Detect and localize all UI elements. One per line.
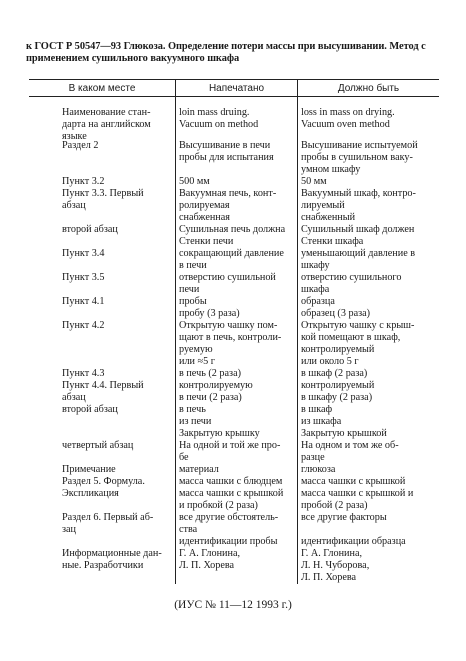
column-header-place: В каком месте: [68, 83, 136, 94]
table-cell-correct: в шкаф из шкафа Закрытую крышкой: [301, 404, 387, 439]
table-cell-correct: все другие факторы: [301, 512, 387, 523]
table-cell-place: Пункт 3.2: [62, 176, 105, 187]
table-cell-printed: материал: [179, 464, 219, 475]
table-cell-correct: loss in mass on drying. Vacuum oven method: [301, 107, 395, 130]
table-top-rule: [29, 79, 439, 80]
table-cell-printed: сокращающий давление в печи: [179, 248, 284, 271]
table-cell-correct: 50 мм: [301, 176, 327, 187]
table-cell-printed: Вакуумная печь, конт- ролируемая снабженная: [179, 188, 277, 223]
table-cell-correct: На одном и том же об- разце: [301, 440, 399, 463]
table-cell-place: Раздел 2: [62, 140, 99, 151]
table-cell-printed: пробы пробу (3 раза): [179, 296, 240, 319]
table-cell-printed: в печь (2 раза) контролируемую в печи (2 раза): [179, 368, 253, 403]
column-header-printed: Напечатано: [208, 83, 265, 94]
table-cell-correct: отверстию сушильного шкафа: [301, 272, 402, 295]
column-divider-1: [175, 79, 176, 584]
table-cell-printed: идентификации пробы Г. А. Глонина, Л. П. Хорева: [179, 536, 278, 571]
table-cell-correct: Высушивание испытуемой пробы в сушильном ваку- умном шкафу: [301, 140, 418, 175]
table-cell-place: второй абзац: [62, 224, 118, 235]
table-cell-correct: Сушильный шкаф должен Стенки шкафа: [301, 224, 415, 247]
issue-reference: (ИУС № 11—12 1993 г.): [174, 599, 292, 611]
table-cell-place: Наименование стан- дарта на английском языке: [62, 107, 151, 142]
table-cell-printed: loin mass druing. Vacuum on method: [179, 107, 259, 130]
column-divider-2: [297, 79, 298, 584]
table-cell-correct: глюкоза: [301, 464, 336, 475]
column-header-correct: Должно быть: [337, 83, 400, 94]
table-cell-correct: масса чашки с крышкой масса чашки с крышкой и пробой (2 раза): [301, 476, 414, 511]
table-cell-printed: масса чашки с блюдцем масса чашки с крышкой и пробкой (2 раза): [179, 476, 284, 511]
table-cell-place: Пункт 4.2: [62, 320, 105, 331]
table-cell-correct: Открытую чашку с крыш- кой помещают в шкаф, контролируемый или около 5 г: [301, 320, 415, 367]
table-cell-place: Пункт 3.5: [62, 272, 105, 283]
table-cell-place: Пункт 3.4: [62, 248, 105, 259]
table-cell-place: Раздел 6. Первый аб- зац: [62, 512, 154, 535]
table-cell-printed: 500 мм: [179, 176, 210, 187]
table-cell-correct: образца образец (3 раза): [301, 296, 371, 319]
table-cell-printed: все другие обстоятель- ства: [179, 512, 279, 535]
table-cell-printed: На одной и той же про- бе: [179, 440, 281, 463]
table-cell-printed: отверстию сушильной печи: [179, 272, 276, 295]
table-cell-printed: Высушивание в печи пробы для испытания: [179, 140, 274, 163]
table-cell-place: Пункт 4.1: [62, 296, 105, 307]
table-cell-place: Примечание: [62, 464, 116, 475]
document-title: к ГОСТ Р 50547—93 Глюкоза. Определение потери массы при высушивании. Метод с применением сушильного вакуумного шкафа: [26, 41, 426, 64]
table-header-rule: [29, 96, 439, 97]
table-cell-correct: Вакуумный шкаф, контро- лируемый снабженный: [301, 188, 416, 223]
table-cell-printed: Открытую чашку пом- щают в печь, контроли- руемую или ≈5 г: [179, 320, 282, 367]
table-cell-printed: в печь из печи Закрытую крышку: [179, 404, 260, 439]
table-cell-correct: в шкаф (2 раза) контролируемый в шкафу (2 раза): [301, 368, 375, 403]
table-cell-place: Информационные дан- ные. Разработчики: [62, 548, 162, 571]
table-cell-correct: уменьшающий давление в шкафу: [301, 248, 416, 271]
table-cell-printed: Сушильная печь должна Стенки печи: [179, 224, 286, 247]
table-cell-place: Пункт 3.3. Первый абзац: [62, 188, 144, 211]
table-cell-place: второй абзац: [62, 404, 118, 415]
table-cell-correct: идентификации образца Г. А. Глонина, Л. Н. Чуборова, Л. П. Хорева: [301, 536, 406, 583]
table-cell-place: четвертый абзац: [62, 440, 134, 451]
table-cell-place: Пункт 4.3 Пункт 4.4. Первый абзац: [62, 368, 144, 403]
table-cell-place: Раздел 5. Формула. Экспликация: [62, 476, 145, 499]
